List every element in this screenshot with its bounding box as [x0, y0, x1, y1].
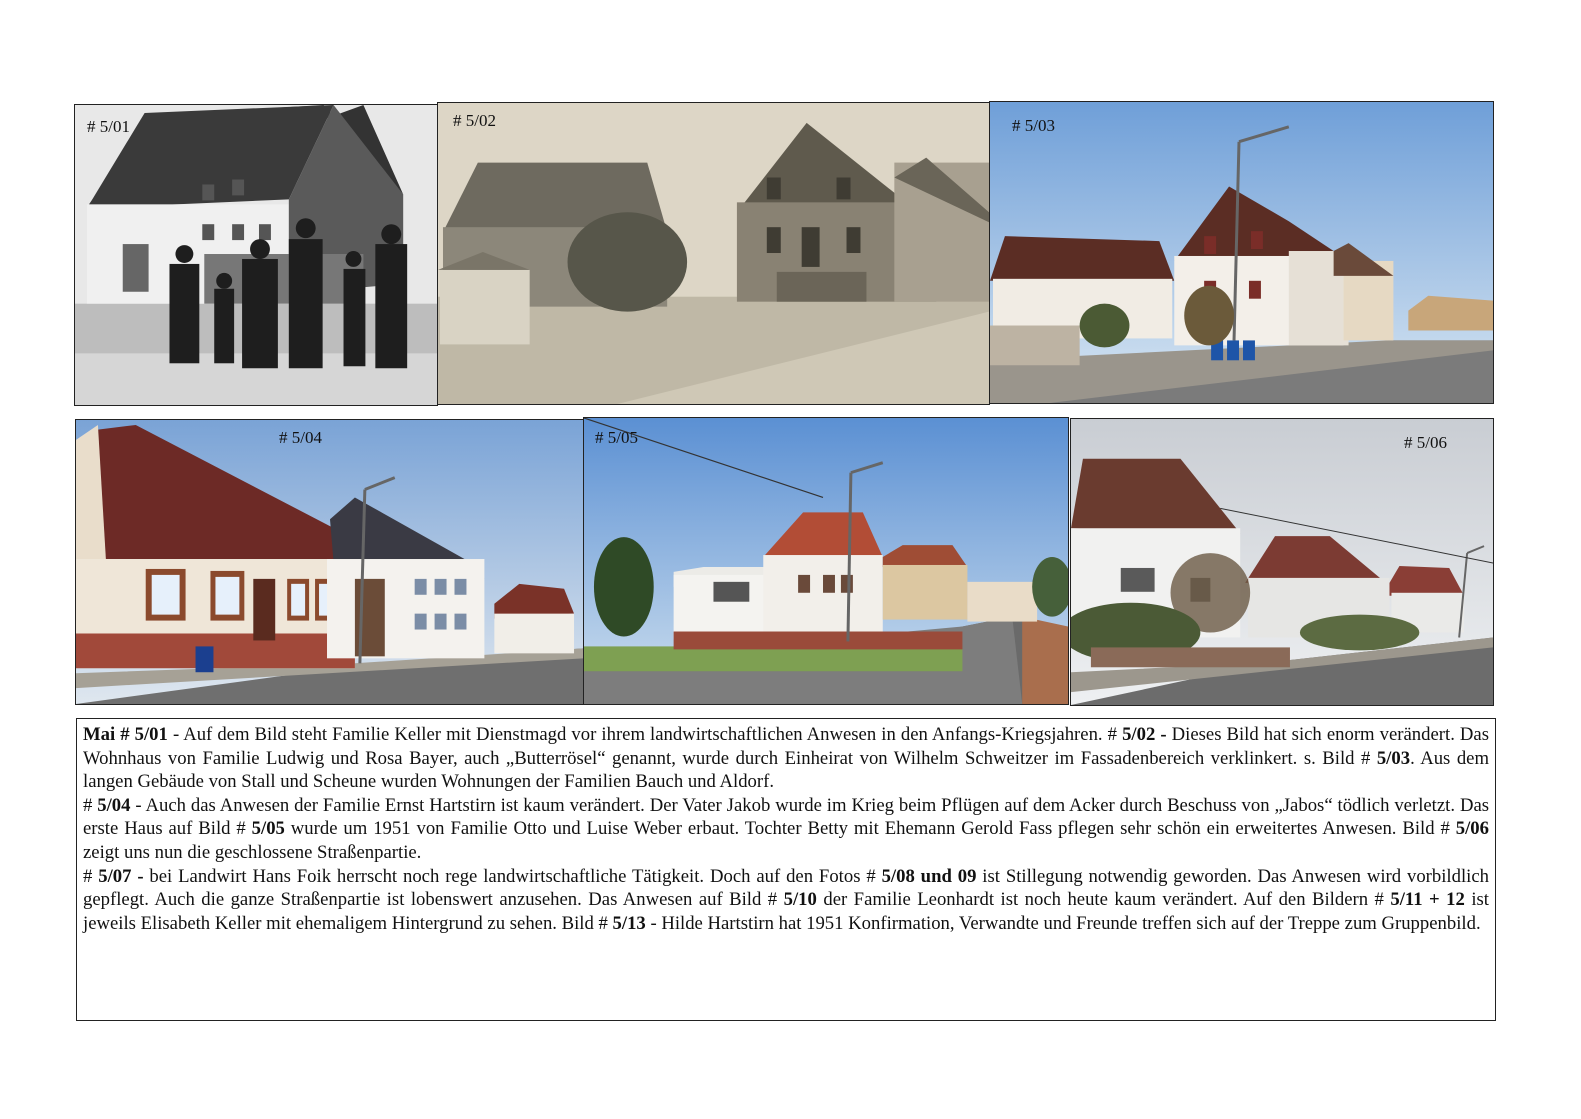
caption-text: bei Landwirt Hans Foik herrscht noch rege landwirtschaftliche Tätigkeit. Doch auf den Fotos #	[143, 865, 882, 887]
photo-label-5-01: # 5/01	[87, 117, 130, 136]
caption-text: - Auch das Anwesen der Familie Ernst Hartstirn ist kaum verändert. Der Vater Jakob wurde im Krieg beim Pflügen auf dem Acker durch Beschuss von „Jabos“ tödlich verletzt. Das erste Haus auf Bild #	[83, 794, 1490, 840]
caption-ref: Mai # 5/01	[83, 724, 168, 745]
caption-text: #	[83, 865, 99, 887]
photo-5-05	[583, 417, 1069, 705]
photo-5-03-image	[990, 102, 1493, 403]
caption-paragraph-3	[83, 865, 1489, 936]
photo-5-06	[1070, 418, 1494, 706]
photo-5-02-image	[438, 103, 989, 404]
photo-5-02	[437, 102, 990, 405]
caption-text: . Aus dem langen Gebäude von Stall und Scheune wurden Wohnungen der Familien Bauch und Aldorf.	[83, 747, 1489, 793]
photo-label-5-05: # 5/05	[595, 428, 638, 447]
caption-text: wurde um 1951 von Familie Otto und Luise Weber erbaut. Tochter Betty mit Ehemann Gerold Fass pflegen sehr schön ein erweitertes Anwesen. Bild #	[284, 818, 1456, 840]
caption-ref: 5/08 und 09	[881, 865, 977, 887]
caption-text: - Auf dem Bild steht Familie Keller mit Dienstmagd vor ihrem landwirtschaftlichen Anwesen in den Anfangs-Kriegsjahren. #	[167, 724, 1123, 745]
photo-5-06-image	[1071, 419, 1493, 705]
photo-label-5-02: # 5/02	[453, 111, 496, 130]
caption-ref: 5/11 + 12	[1390, 889, 1465, 911]
caption-text: zeigt uns nun die geschlossene Straßenpartie.	[83, 841, 422, 863]
caption-text: der Familie Leonhardt ist noch heute kaum verändert. Auf den Bildern #	[816, 889, 1391, 911]
photo-label-5-04: # 5/04	[279, 428, 322, 447]
caption-text: #	[83, 794, 98, 816]
caption-ref: 5/06	[1455, 818, 1489, 840]
photo-5-01-image	[75, 105, 437, 405]
caption-text: Dieses Bild hat sich enorm verändert. Das Wohnhaus von Familie Ludwig und Rosa Bayer, auch „Butterrösel“ genannt, wurde durch Einheirat von Wilhelm Schweitzer im Fassadenbereich verklinkert. s. Bild #	[83, 724, 1489, 769]
caption-textbox	[76, 718, 1496, 1021]
caption-ref: 5/13	[612, 912, 646, 934]
caption-ref: 5/03	[1376, 747, 1411, 769]
caption-ref: 5/10	[783, 889, 817, 911]
caption-ref: 5/02 -	[1122, 724, 1167, 745]
caption-ref: 5/04	[97, 794, 131, 816]
caption-text: ist Stillegung notwendig geworden. Das Anwesen wird vorbildlich gepflegt. Auch die ganze Straßenpartie ist lobenswert anzusehen. Das Anwesen auf Bild #	[83, 865, 1489, 911]
photo-label-5-06: # 5/06	[1404, 433, 1447, 452]
caption-text: ist jeweils Elisabeth Keller mit ehemaligem Hintergrund zu sehen. Bild #	[83, 889, 1489, 934]
photo-5-04-image	[76, 420, 583, 704]
photo-5-05-image	[584, 418, 1068, 704]
caption-ref: 5/05	[251, 818, 285, 840]
photo-label-5-03: # 5/03	[1012, 116, 1055, 135]
caption-text: - Hilde Hartstirn hat 1951 Konfirmation, Verwandte und Freunde treffen sich auf der Treppe zum Gruppenbild.	[645, 912, 1481, 934]
caption-paragraph-1	[83, 723, 1489, 794]
photo-5-03	[989, 101, 1494, 404]
caption-paragraph-2	[83, 794, 1489, 865]
photo-5-04	[75, 419, 584, 705]
caption-ref: 5/07 -	[98, 865, 144, 887]
photo-5-01	[74, 104, 438, 406]
